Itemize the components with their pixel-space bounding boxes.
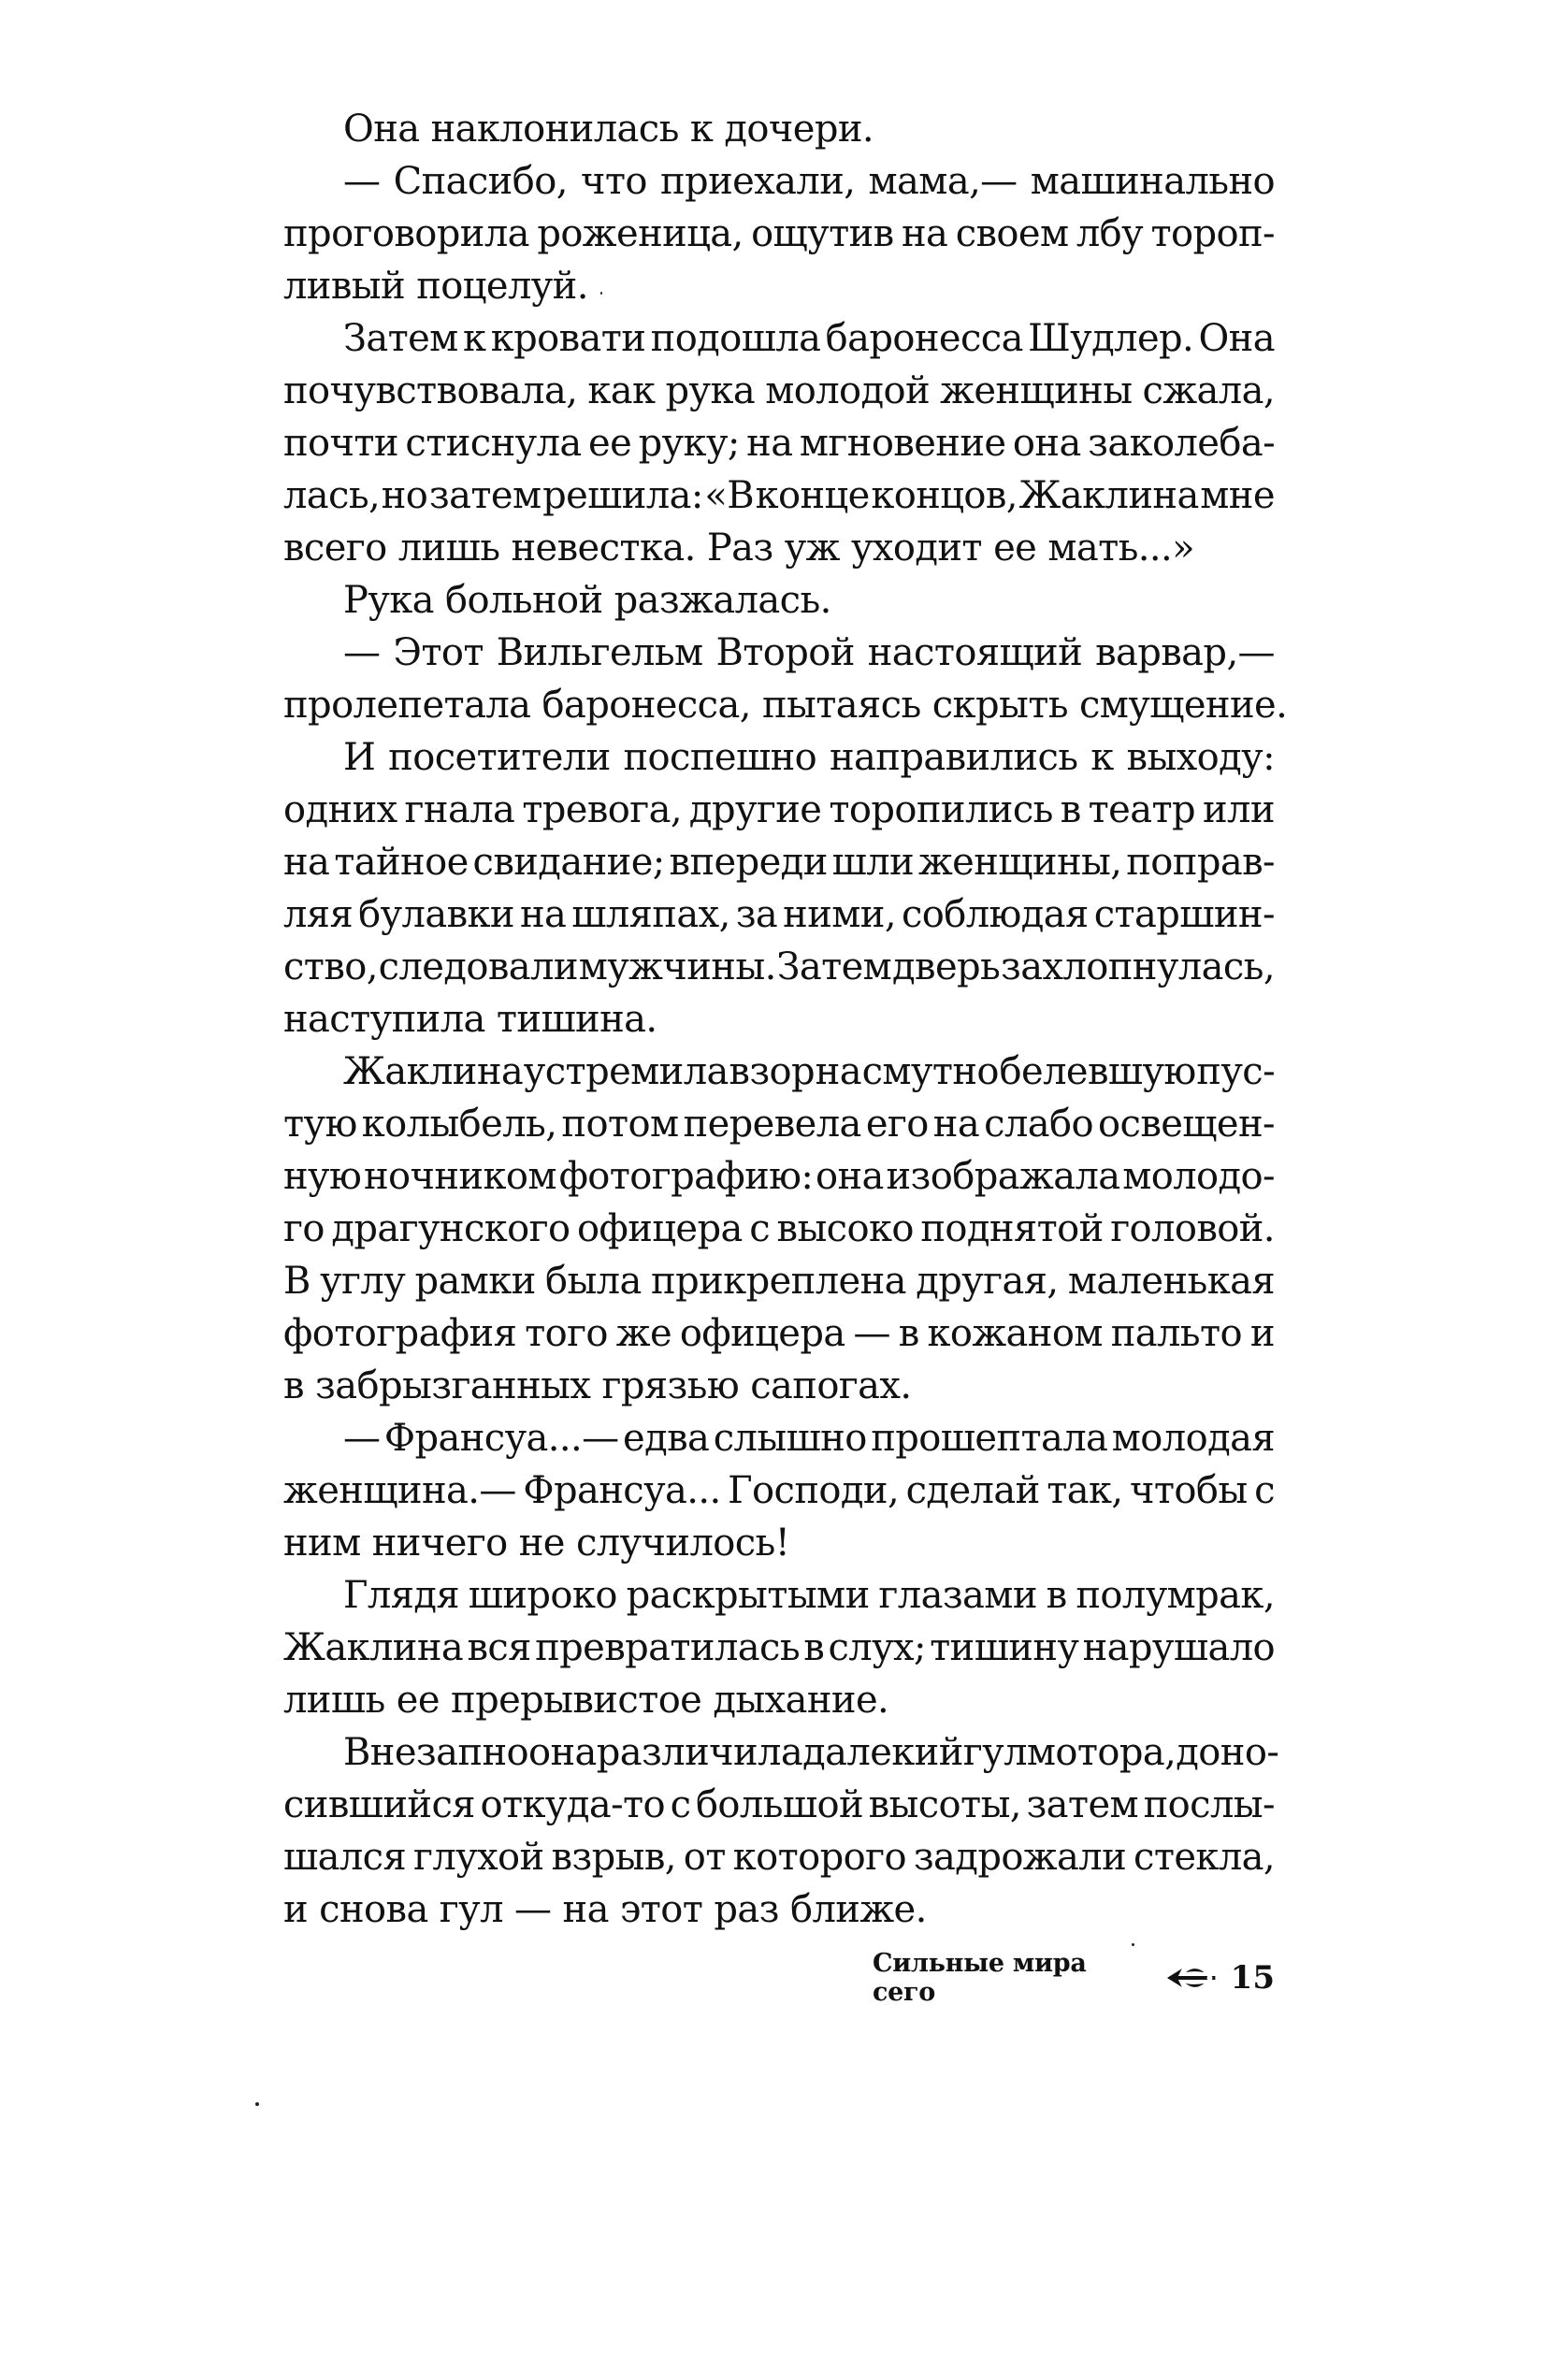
paragraph-line: одних гнала тревога, другие торопились в театр или	[283, 788, 1275, 831]
paragraph-line: ную ночником фотографию: она изображала молодо-	[283, 1155, 1275, 1198]
paragraph-first-line: — Франсуа...— едва слышно прошептала молодая	[343, 1417, 1275, 1460]
paragraph-line: ляя булавки на шляпах, за ними, соблюдая старшин-	[283, 893, 1275, 936]
print-speck	[600, 292, 602, 295]
paragraph-first-line: Рука больной разжалась.	[343, 579, 831, 622]
paragraph-line: проговорила роженица, ощутив на своем лбу тороп-	[283, 212, 1275, 255]
page-number: 15	[1230, 1959, 1275, 1997]
paragraph-line: го драгунского офицера с высоко поднятой головой.	[283, 1207, 1275, 1250]
paragraph-first-line: Она наклонилась к дочери.	[343, 108, 874, 151]
paragraph-first-line: И посетители поспешно направились к выходу:	[343, 736, 1275, 779]
paragraph-first-line: Глядя широко раскрытыми глазами в полумрак,	[343, 1574, 1275, 1617]
ornament-icon	[1163, 1963, 1219, 1993]
paragraph-line: шался глухой взрыв, от которого задрожали стекла,	[283, 1836, 1275, 1879]
paragraph-line: лишь ее прерывистое дыхание.	[283, 1679, 889, 1722]
paragraph-line: ливый поцелуй.	[283, 265, 588, 308]
paragraph-line: на тайное свидание; впереди шли женщины, поправ-	[283, 841, 1275, 884]
paragraph-line: лась, но затем решила: «В конце концов, Жаклина мне	[283, 474, 1275, 517]
running-title: Сильные мира сего	[873, 1949, 1087, 2007]
paragraph-line: ним ничего не случилось!	[283, 1522, 790, 1565]
paragraph-line: почувствовала, как рука молодой женщины сжала,	[283, 369, 1275, 412]
paragraph-first-line: — Этот Вильгельм Второй настоящий варвар,—	[343, 631, 1275, 674]
print-speck	[1132, 1943, 1134, 1946]
paragraph-first-line: Жаклина устремила взор на смутно белевшую пус-	[343, 1050, 1275, 1093]
paragraph-line: тую колыбель, потом перевела его на слабо освещен-	[283, 1103, 1275, 1146]
paragraph-line: фотография того же офицера — в кожаном пальто и	[283, 1312, 1275, 1355]
paragraph-line: женщина.— Франсуа... Господи, сделай так, чтобы с	[283, 1469, 1275, 1512]
paragraph-line: почти стиснула ее руку; на мгновение она заколеба-	[283, 422, 1275, 465]
paragraph-line: сившийся откуда-то с большой высоты, затем послы-	[283, 1783, 1275, 1826]
paragraph-line: наступила тишина.	[283, 998, 657, 1041]
paragraph-line: пролепетала баронесса, пытаясь скрыть смущение.	[283, 684, 1288, 727]
paragraph-line: всего лишь невестка. Раз уж уходит ее мать...»	[283, 526, 1195, 570]
print-speck	[255, 2102, 259, 2106]
paragraph-line: В углу рамки была прикреплена другая, маленькая	[283, 1260, 1275, 1303]
paragraph-line: в забрызганных грязью сапогах.	[283, 1364, 912, 1407]
paragraph-line: и снова гул — на этот раз ближе.	[283, 1888, 927, 1931]
paragraph-first-line: — Спасибо, что приехали, мама,— машинально	[343, 160, 1275, 203]
paragraph-line: ство, следовали мужчины. Затем дверь захлопнулась,	[283, 945, 1275, 988]
paragraph-first-line: Внезапно она различила далекий гул мотора, доно-	[343, 1731, 1279, 1774]
paragraph-line: Жаклина вся превратилась в слух; тишину нарушало	[283, 1626, 1275, 1669]
running-footer	[873, 1949, 1275, 2007]
paragraph-first-line: Затем к кровати подошла баронесса Шудлер. Она	[343, 317, 1275, 360]
body-text	[283, 103, 1288, 1936]
